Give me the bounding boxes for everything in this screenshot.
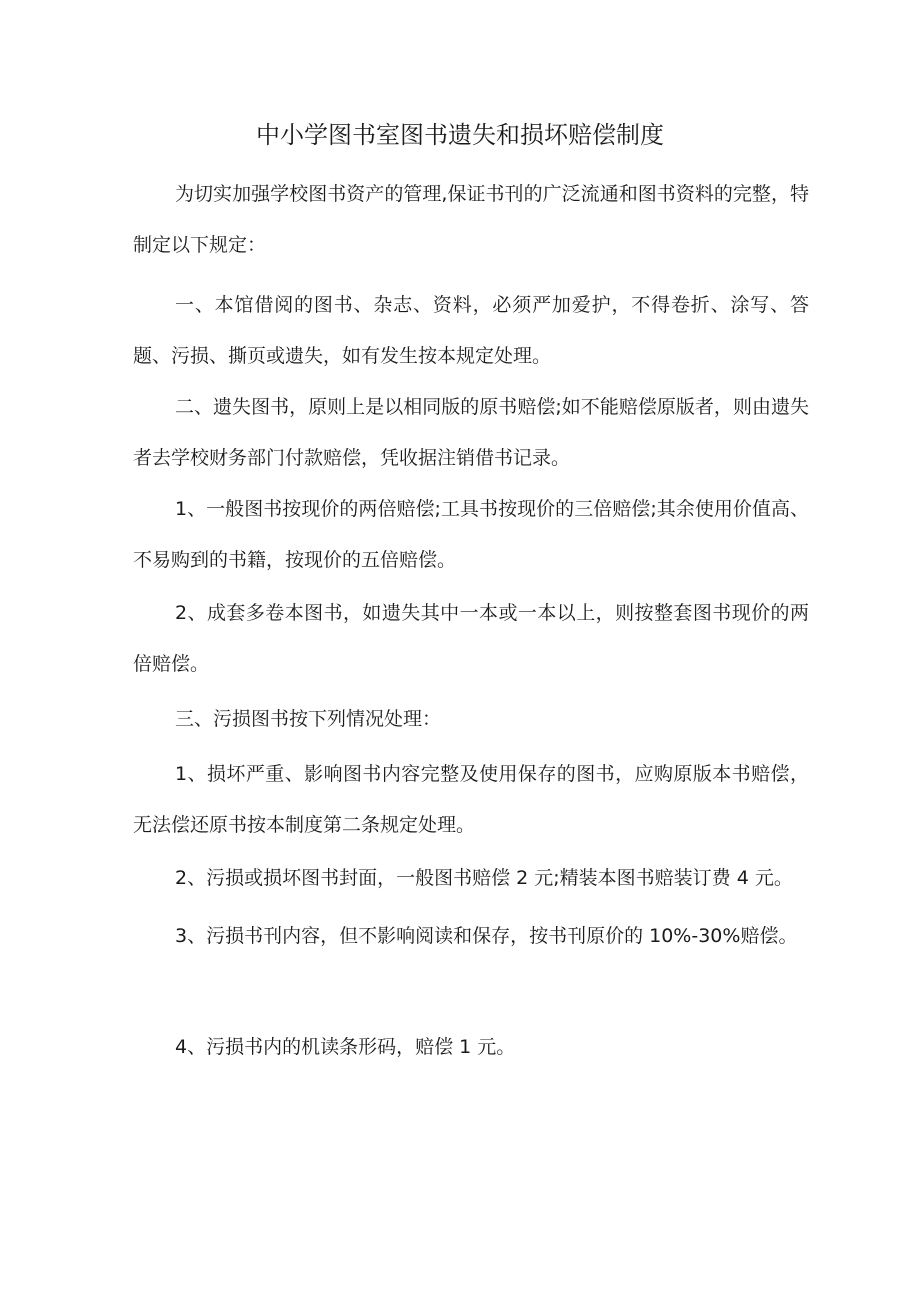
paragraph-rule-2: 二、遗失图书，原则上是以相同版的原书赔偿;如不能赔偿原版者，则由遗失者去学校财务部门付款赔偿，凭收据注销借书记录。 xyxy=(133,396,809,469)
paragraph-rule-2-item-2: 2、成套多卷本图书，如遗失其中一本或一本以上，则按整套图书现价的两倍赔偿。 xyxy=(133,602,809,675)
paragraph-rule-3-item-1: 1、损坏严重、影响图书内容完整及使用保存的图书，应购原版本书赔偿，无法偿还原书按本制度第二条规定处理。 xyxy=(133,763,809,836)
paragraph-rule-3-item-4: 4、污损书内的机读条形码，赔偿 1 元。 xyxy=(175,1036,516,1058)
paragraph-rule-2-item-1: 1、一般图书按现价的两倍赔偿;工具书按现价的三倍赔偿;其余使用价值高、不易购到的书籍，按现价的五倍赔偿。 xyxy=(133,498,809,571)
paragraph-intro: 为切实加强学校图书资产的管理,保证书刊的广泛流通和图书资料的完整，特制定以下规定： xyxy=(133,183,809,256)
paragraph-rule-3: 三、污损图书按下列情况处理： xyxy=(175,708,442,730)
paragraph-rule-1: 一、本馆借阅的图书、杂志、资料，必须严加爱护，不得卷折、涂写、答题、污损、撕页或遗失，如有发生按本规定处理。 xyxy=(133,294,809,367)
paragraph-rule-3-item-2: 2、污损或损坏图书封面，一般图书赔偿 2 元;精装本图书赔装订费 4 元。 xyxy=(175,867,793,889)
paragraph-rule-3-item-3: 3、污损书刊内容，但不影响阅读和保存，按书刊原价的 10%-30%赔偿。 xyxy=(175,925,798,947)
document-title: 中小学图书室图书遗失和损坏赔偿制度 xyxy=(256,121,664,149)
